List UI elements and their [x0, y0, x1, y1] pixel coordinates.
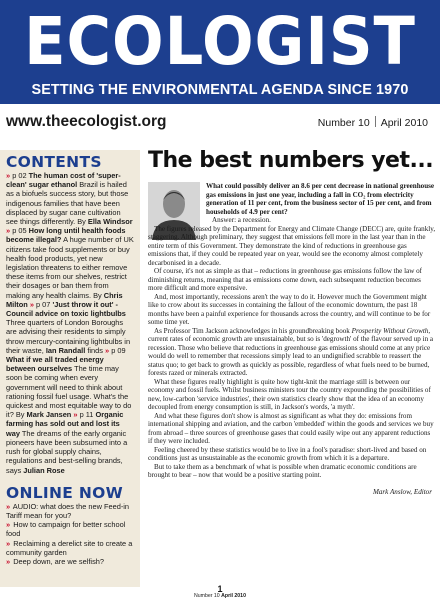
contents-item[interactable]: » p 02 The human cost of 'super-clean' sugar ethanol Brazil is hailed as a biofuels success story, but those indigenous families that have been displaced by sugar cane cultivation see things differently. By Ella Windsor	[6, 171, 133, 227]
double-arrow-icon: »	[6, 538, 11, 548]
issue-info	[318, 116, 428, 129]
contents-heading: CONTENTS	[6, 153, 102, 171]
footer-issue: Number 10 April 2010	[194, 593, 246, 599]
issue-divider	[375, 116, 376, 127]
article-paragraph: Of course, it's not as simple as that – reductions in greenhouse gas emissions follow the law of diminishing returns, meaning that as emissions come down, each subsequent reduction becomes more difficult and more expensive.	[148, 267, 423, 292]
double-arrow-icon: »	[6, 520, 11, 530]
double-arrow-icon: »	[6, 171, 11, 180]
masthead-tagline: SETTING THE ENVIRONMENTAL AGENDA SINCE 1970	[31, 82, 409, 98]
editorial	[148, 148, 436, 496]
contents-item[interactable]: » p 09 What if we all traded energy between ourselves The time may soon be coming when every government will need to think about rationing fossil fuel usage. What's the quickest and most equitable way to do it? By Mark Jansen	[6, 345, 132, 420]
online-list	[0, 502, 140, 566]
double-arrow-icon: »	[73, 410, 78, 420]
online-item[interactable]: » Reclaiming a derelict site to create a community garden	[6, 538, 133, 557]
double-arrow-icon: »	[29, 299, 34, 309]
website-link[interactable]: www.theecologist.org	[6, 113, 167, 130]
article-body	[148, 182, 436, 496]
double-arrow-icon: »	[6, 556, 11, 566]
contents-item[interactable]: » p 07 'Just throw it out' - Council advice on toxic lightbulbs Three quarters of London Boroughs are advising their residents to simply throw mercury-containing lightbulbs in their waste, Ian Randall finds	[6, 299, 131, 355]
contents-list	[0, 171, 140, 475]
online-item[interactable]: » AUDIO: what does the new Feed-in Tariff mean for you?	[6, 501, 130, 520]
masthead-title: ECOLOGIST	[24, 3, 416, 80]
article-lead: What could possibly deliver an 8.6 per cent decrease in national greenhouse gas emissions in just one year, including a fall in CO₂ from electricity generation of 11 per cent, from the business sector of 15 per cent, and from households of 4.9 per cent?	[206, 182, 435, 216]
online-item[interactable]: » How to campaign for better school food	[6, 520, 126, 539]
article-headline: The best numbers yet...	[148, 148, 434, 173]
article-paragraph: What these figures really highlight is quite how tight-knit the marriage still is between our economy and fossil fuels. Whilst business ministers tour the country expounding the possibilities of new, low-carbon 'service industries', their own statistics clearly show that the idea of an economy decoupled from energy consumption is still, in Jackson's words, 'a myth'.	[148, 377, 431, 411]
online-heading: ONLINE NOW	[6, 483, 123, 502]
article-paragraph: And, most importantly, recessions aren't the way to do it. However much the Government might like to crow about its successes in containing the fallout of the economic downturn, the past 18 months have been a painful experience for thousands across the country, and will continue to be for some time yet.	[148, 292, 431, 326]
article-paragraph: As Professor Tim Jackson acknowledges in his groundbreaking book Prosperity Without Growth, current rates of economic growth are unsustainable, but so is 'degrowth' of the flavour served up in a recession. Those who believe that reductions in greenhouse gas emissions should come at any price would do well to remember that recessions simply lead to an undignified scrabble to reassert the status quo; to get back to growth as quickly as possible, regardless of what fuels need to be burned, forests razed or minerals extracted.	[148, 326, 434, 377]
sidebar	[0, 150, 140, 587]
article-answer: Answer: a recession.	[212, 216, 271, 224]
issue-date: April 2010	[380, 117, 428, 129]
contents-item[interactable]: » p 05 How long until health foods become illegal? A huge number of UK citizens take food supplements or buy health food products, yet new legislation threatens to either remove these items from our shelves, restrict their dosages or ban them from making any health claims. By Chris Milton	[6, 226, 134, 309]
online-item[interactable]: » Deep down, are we selfish?	[6, 556, 104, 566]
issue-number: Number 10	[317, 117, 370, 129]
contents-item[interactable]: » p 11 Organic farming has sold out and lost its way The dreams of the early organic pioneers have been subsumed into a rush for global supply chains, regulations and best-selling brands, says Julian Rose	[6, 410, 128, 475]
article-paragraph: Feeling cheered by these statistics would be to live in a fool's paradise: short-lived and based on conditions just as unsustainable as the economic growth from which it is a departure.	[148, 445, 427, 462]
article-paragraph: And what these figures don't show is almost as significant as what they do: emissions from international shipping and aviation, and the carbon 'embedded' within the goods and services we buy from abroad – three sources of greenhouse gases that could easily wipe out any apparent reductions if they were included.	[148, 411, 434, 445]
page-number: 1	[217, 584, 223, 594]
article-paragraph: But to take them as a benchmark of what is possible when dramatic economic conditions are brought to bear – now that would be a positive starting point.	[148, 462, 417, 479]
page-footer	[0, 584, 440, 599]
double-arrow-icon: »	[6, 501, 11, 511]
double-arrow-icon: »	[6, 226, 11, 236]
issue-bar	[0, 104, 440, 144]
editor-signature: Mark Anslow, Editor	[372, 487, 432, 496]
double-arrow-icon: »	[105, 345, 110, 355]
article-paragraph: The figures released by the Department for Energy and Climate Change (DECC) are, quite frankly, staggering. Although preliminary, they suggest that emissions fell more in the last year than in the entire term of this Government. They demonstrate the kind of reductions in greenhouse gas emissions that, if they could be repeated year on year, would see the economy almost completely decarbonised in a decade.	[148, 224, 436, 267]
masthead	[0, 0, 440, 104]
